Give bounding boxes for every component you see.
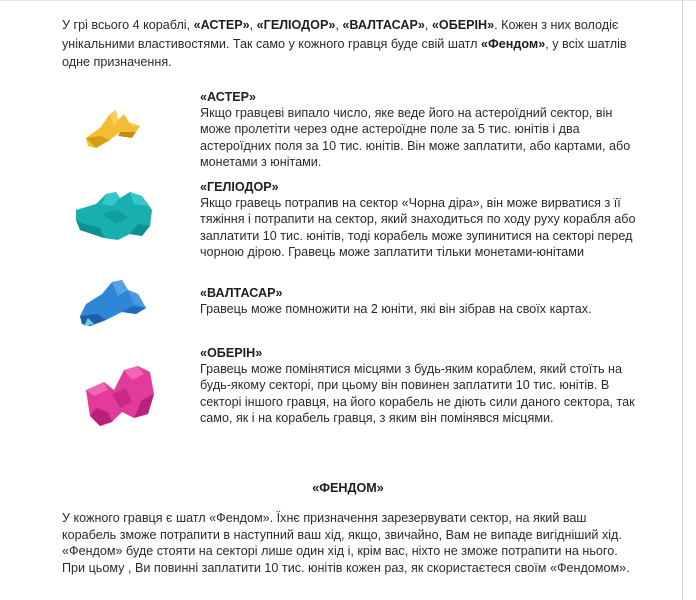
intro-aster: «АСТЕР» — [193, 18, 250, 32]
intro-paragraph — [62, 16, 644, 72]
aster-ship-image — [80, 104, 146, 154]
intro-geliodor: «ГЕЛІОДОР» — [256, 18, 336, 32]
ship-title: «ВАЛТАСАР» — [200, 286, 283, 300]
page-right-border — [682, 0, 683, 600]
intro-text-middle: . Кожен з них володіє унікальними властивостями. Так само у кожного гравця буде свій шатл — [62, 18, 619, 51]
valtasar-ship-image — [76, 276, 150, 328]
intro-text-start: У грі всього 4 кораблі, — [62, 18, 194, 32]
ship-geliodor-block — [200, 179, 640, 260]
ship-oberin-block — [200, 345, 640, 426]
oberin-ship-image — [82, 360, 156, 428]
ship-title: «ОБЕРІН» — [200, 346, 263, 360]
ship-title: «ГЕЛІОДОР» — [200, 180, 279, 194]
ship-description: Якщо гравець потрапив на сектор «Чорна діра», він може вирватися з її тяжіння і потрапити на сектор, який знаходиться по ходу руху корабля або заплатити 10 тис. юнітів, тоді корабель може зупинитися на секторі перед чорною дірою. Гравець може заплатити тільки монетами-юнітами — [200, 196, 636, 259]
geliodor-ship-image — [72, 184, 154, 250]
intro-fendom: «Фендом» — [481, 36, 546, 51]
intro-text-end: , у всіх шатлів одне призначення. — [62, 36, 627, 69]
ship-description: Гравець може помножити на 2 юніти, які він зібрав на своїх картах. — [200, 302, 592, 316]
ship-title: «АСТЕР» — [200, 90, 257, 104]
ship-valtasar-block — [200, 285, 640, 317]
intro-separator: , — [335, 18, 343, 32]
intro-separator: , — [424, 18, 432, 32]
ship-description: Гравець може помінятися місцями з будь-яким кораблем, який стоїть на будь-якому секторі, при цьому він повинен заплатити 10 тис. юнітів. В секторі іншого гравця, на його корабель не діють сили даного сектора, так само, як і на корабель гравця, з яким він помінявся місцями. — [200, 362, 635, 425]
fendom-section-title: «ФЕНДОМ» — [312, 481, 384, 495]
intro-separator: , — [249, 18, 257, 32]
ship-aster-block — [200, 89, 640, 170]
intro-valtasar: «ВАЛТАСАР» — [342, 18, 425, 32]
intro-oberin: «ОБЕРІН» — [431, 18, 495, 32]
page-top-border — [0, 0, 696, 1]
ship-description: Якщо гравцеві випало число, яке веде його на астероїдний сектор, він може пролетіти через одне астероїдне поле за 5 тис. юнітів і два астероїдних поля за 10 тис. юнітів. Він може заплатити, або картами, або монетами з юнітами. — [200, 106, 631, 169]
fendom-section-text: У кожного гравця є шатл «Фендом». Їхнє призначення зарезервувати сектор, на який ваш корабель зможе потрапити в наступний ваш хід, якщо, звичайно, Вам не випаде вигідніший хід. «Фендом» буде стояти на секторі лише один хід і, крім вас, ніхто не зможе потрапити на нього. При цьому , Ви повинні заплатити 10 тис. юнітів кожен раз, як скористаєтеся своїм «Фендомом». — [62, 511, 630, 575]
